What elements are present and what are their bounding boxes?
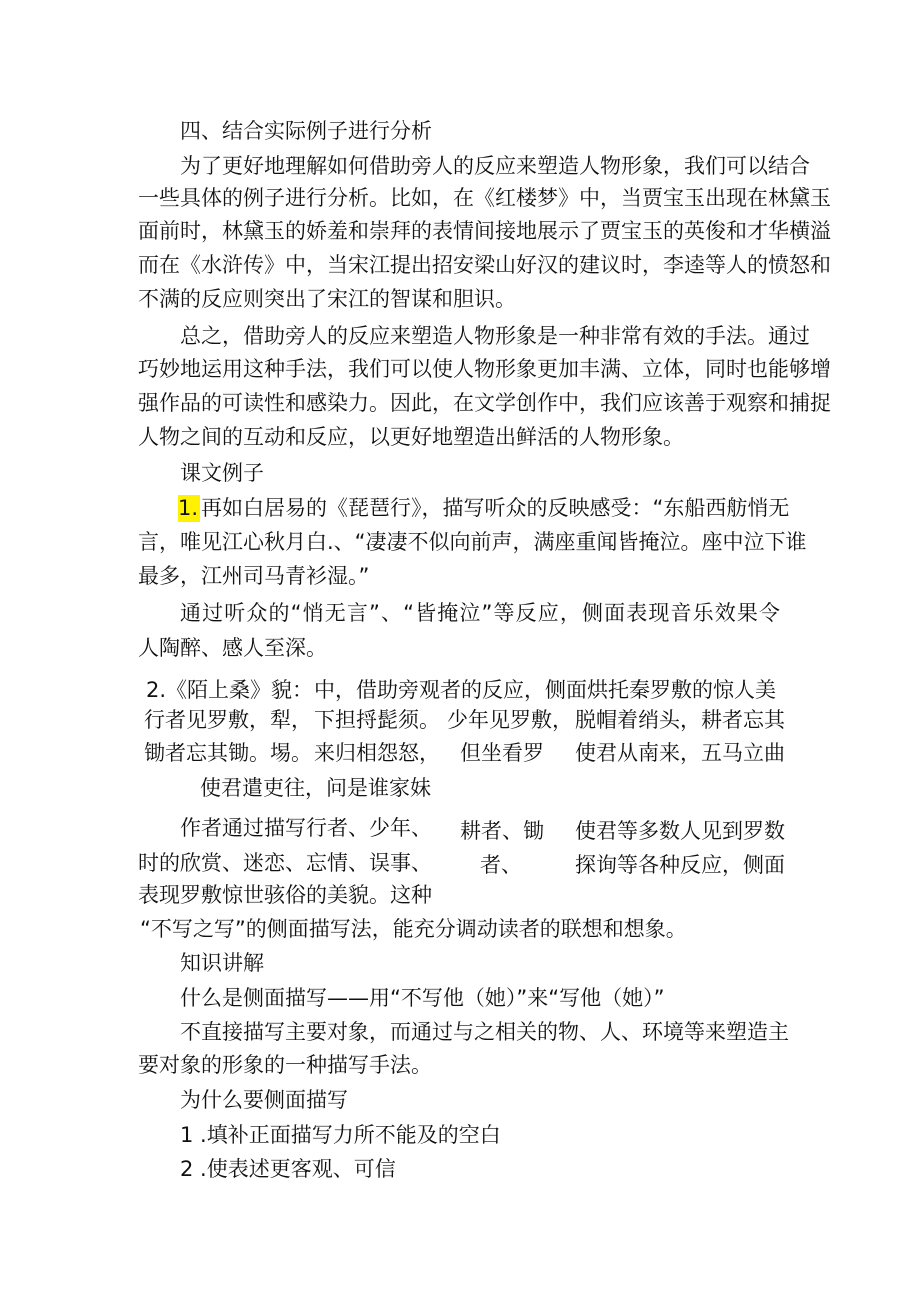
analysis2-text: 探询等各种反应，侧面	[575, 853, 785, 877]
why-item: 2 .使表述更客观、可信	[180, 1157, 396, 1181]
why-heading: 为什么要侧面描写	[180, 1088, 348, 1112]
analysis2-text: 者、	[480, 853, 522, 877]
paragraph-line: 为了更好地理解如何借助旁人的反应来塑造人物形象，我们可以结合	[180, 154, 810, 178]
example2-text: 来归相怨怒，	[314, 741, 440, 765]
kewen-heading: 课文例子	[180, 461, 264, 485]
paragraph-line: 人物之间的互动和反应，以更好地塑造出鲜活的人物形象。	[138, 425, 684, 449]
analysis2-text: 时的欣赏、迷恋、忘情、误事、	[138, 851, 432, 875]
example-number-highlight: 1.	[178, 496, 199, 520]
example2-text: 少年见罗敷，	[447, 708, 573, 732]
example2-text: 脱帽着绡头，耕者忘其	[575, 708, 785, 732]
example2-text: 使君从南来，五马立曲	[575, 741, 785, 765]
analysis2-text: 作者通过描写行者、少年、	[180, 816, 432, 840]
paragraph-line: 巧妙地运用这种手法，我们可以使人物形象更加丰满、立体，同时也能够增	[138, 357, 831, 381]
example2-text: 下担捋髭须。	[314, 708, 440, 732]
analysis2-text: 表现罗敷惊世骇俗的美貌。这种	[138, 883, 432, 907]
example-line: 言，唯见江心秋月白.、“凄凄不似向前声，满座重闻皆掩泣。座中泣下谁	[138, 530, 807, 554]
example2-label: 2.《陌上桑》貌：	[146, 678, 314, 702]
example2-text: 锄者忘其锄。埸。	[144, 741, 312, 765]
paragraph-line: 不满的反应则突出了宋江的智谋和胆识。	[138, 287, 516, 311]
analysis2-text: “不写之写”的侧面描写法，能充分调动读者的联想和想象。	[140, 917, 687, 941]
paragraph-line: 强作品的可读性和感染力。因此，在文学创作中，我们应该善于观察和捕捉	[138, 391, 831, 415]
why-item: 1 .填补正面描写力所不能及的空白	[180, 1123, 501, 1147]
analysis2-text: 使君等多数人见到罗数	[575, 819, 785, 843]
paragraph-line: 面前时，林黛玉的娇羞和崇拜的表情间接地展示了贾宝玉的英俊和才华横溢	[138, 219, 831, 243]
section-heading: 四、结合实际例子进行分析	[180, 119, 432, 143]
example2-text: 中，借助旁观者的反应，侧面烘托秦罗敷的惊人美	[314, 678, 776, 702]
analysis-line: 人陶醉、感人至深。	[138, 636, 327, 660]
example-line: 最多，江州司马青衫湿。”	[138, 564, 370, 588]
zhishi-heading: 知识讲解	[180, 951, 264, 975]
definition-question: 什么是侧面描写——用“不写他（她）”来“写他（她）”	[180, 986, 665, 1010]
paragraph-line: 总之，借助旁人的反应来塑造人物形象是一种非常有效的手法。通过	[180, 324, 810, 348]
paragraph-line: 一些具体的例子进行分析。比如，在《红楼梦》中，当贾宝玉出现在林黛玉	[138, 186, 831, 210]
definition-line: 不直接描写主要对象，而通过与之相关的物、人、环境等来塑造主	[180, 1020, 789, 1044]
example-line: 再如白居易的《琵琶行》，描写听众的反映感受：“东船西舫悄无	[201, 496, 790, 520]
example2-text: 行者见罗敷，犁，	[144, 708, 312, 732]
example2-text: 使君遣吏往，问是谁家妹	[200, 776, 431, 800]
analysis-line: 通过听众的“悄无言”、“皆掩泣”等反应，侧面表现音乐效果令	[180, 601, 780, 625]
example2-text: 但坐看罗	[460, 741, 544, 765]
analysis2-text: 耕者、锄	[460, 819, 544, 843]
paragraph-line: 而在《水浒传》中，当宋江提出招安梁山好汉的建议时，李逵等人的愤怒和	[138, 253, 831, 277]
definition-line: 要对象的形象的一种描写手法。	[138, 1053, 432, 1077]
